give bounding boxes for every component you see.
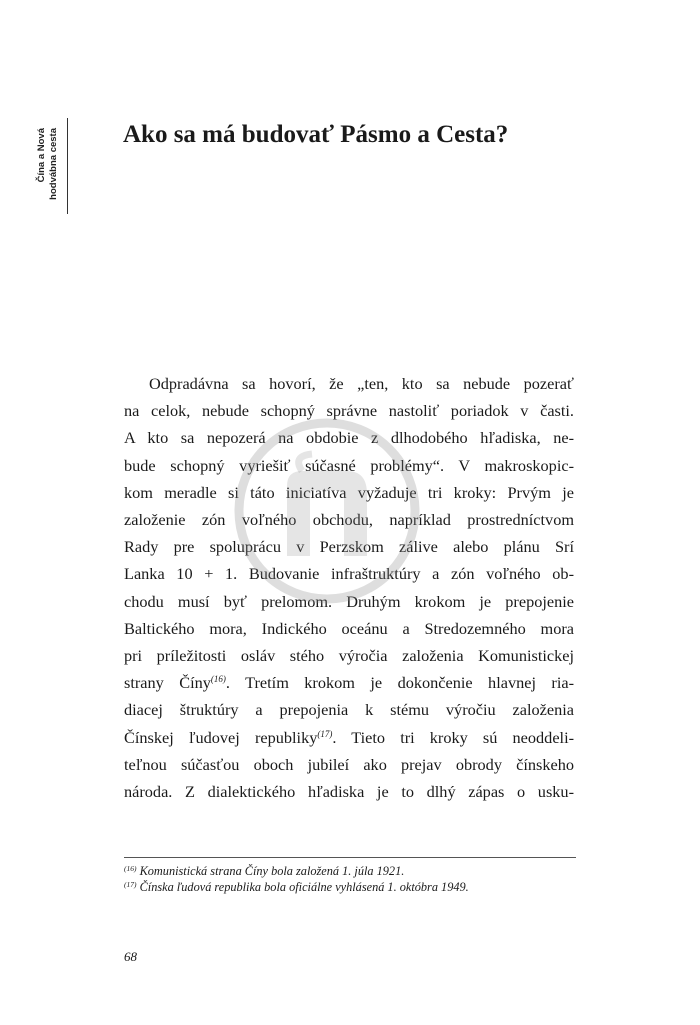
running-header-line2: hodvábna cesta	[48, 128, 59, 200]
running-header-line1: Čína a Nová	[36, 128, 47, 183]
body-line: strany Číny$^{(16)}$. Tretím krokom je dokončenie hlavnej ria-	[124, 673, 575, 693]
body-line: kom meradle si táto iniciatíva vyžaduje tri kroky: Prvým je	[124, 482, 574, 502]
footnote-text: Čínska ľudová republika bola oficiálne vyhlásená 1. októbra 1949.	[139, 880, 469, 894]
page-number: 68	[124, 949, 137, 964]
body-line: bude schopný vyriešiť súčasné problémy“. V makroskopic-	[124, 455, 574, 475]
body-paragraph	[124, 370, 574, 805]
footnote-number: (17)	[124, 880, 137, 889]
footnote-16	[124, 863, 469, 879]
body-line: diacej štruktúry a prepojenia k stému výročiu založenia	[124, 700, 574, 720]
body-line: teľnou súčasťou oboch jubileí ako prejav obrody čínskeho	[124, 754, 574, 774]
footnote-ref-16[interactable]: (16)	[210, 674, 226, 685]
body-line: založenie zón voľného obchodu, napríklad prostredníctvom	[124, 510, 574, 530]
footnote-text: Komunistická strana Číny bola založená 1. júla 1921.	[139, 864, 405, 878]
body-line: Lanka 10 + 1. Budovanie infraštruktúry a zón voľného ob-	[124, 564, 574, 584]
body-line: A kto sa nepozerá na obdobie z dlhodobého hľadiska, ne-	[124, 428, 574, 448]
body-line: Baltického mora, Indického oceánu a Stredozemného mora	[124, 618, 574, 638]
running-header	[36, 128, 66, 214]
body-line: pri príležitosti osláv stého výročia založenia Komunistickej	[124, 646, 574, 666]
footnote-17	[124, 879, 469, 895]
body-line: národa. Z dialektického hľadiska je to dlhý zápas o usku-	[124, 782, 574, 802]
body-line: Odpradávna sa hovorí, že „ten, kto sa nebude pozerať	[149, 374, 574, 393]
body-line: chodu musí byť prelomom. Druhým krokom je prepojenie	[124, 591, 574, 611]
chapter-title: Ako sa má budovať Pásmo a Cesta?	[123, 121, 509, 148]
footnote-divider	[124, 857, 576, 858]
footnote-ref-17[interactable]: (17)	[317, 728, 333, 739]
running-header-rule	[67, 118, 68, 214]
body-line: Rady pre spoluprácu v Perzskom zálive alebo plánu Srí	[124, 537, 574, 557]
footnote-number: (16)	[124, 864, 137, 873]
body-line: Čínskej ľudovej republiky$^{(17)}$. Tieto tri kroky sú neoddeli-	[124, 727, 575, 747]
footnotes	[124, 863, 469, 895]
body-line: na celok, nebude schopný správne nastoliť poriadok v časti.	[124, 401, 574, 421]
